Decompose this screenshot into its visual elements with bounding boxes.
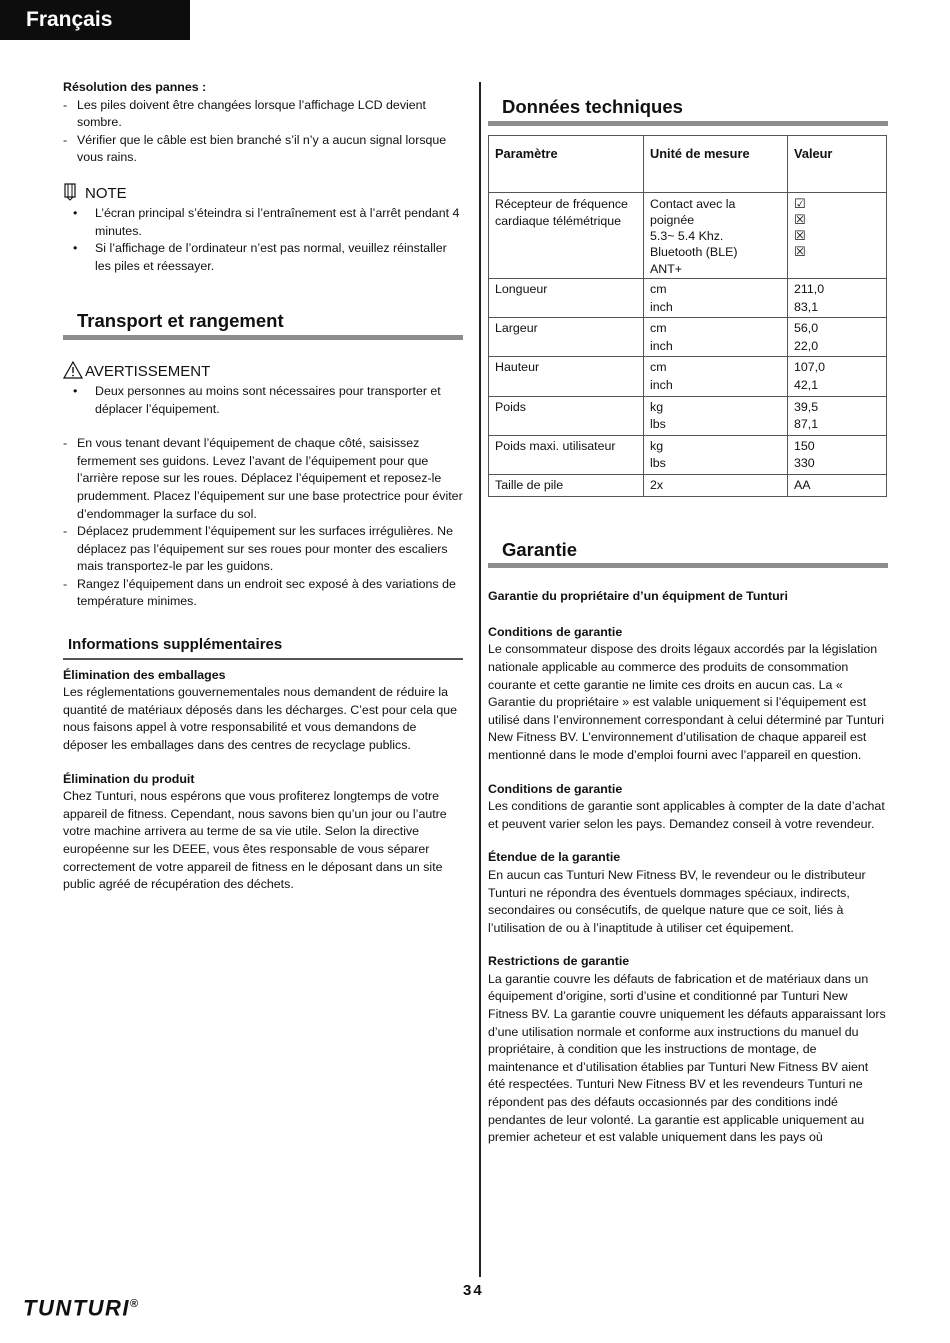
warning-list (63, 383, 463, 418)
list-item: • L’écran principal s’éteindra si l’entraînement est à l’arrêt pendant 4 minutes. (63, 205, 463, 240)
list-item: • Deux personnes au moins sont nécessaires pour transporter et déplacer l’équipement. (63, 383, 463, 418)
note-icon (63, 183, 85, 206)
table-header: Valeur (788, 135, 887, 192)
left-column (63, 79, 463, 894)
note-header (63, 183, 463, 205)
list-item: - Rangez l’équipement dans un endroit sec exposé à des variations de température minimes. (63, 576, 463, 611)
additional-heading: Informations supplémentaires (63, 636, 463, 660)
value-line: 150 (794, 438, 815, 453)
value-line: 39,5 (794, 399, 819, 414)
value-line: 330 (794, 456, 815, 471)
checkbox-icon: ☒ (794, 228, 806, 244)
table-cell: Largeur (489, 318, 644, 357)
note-list (63, 205, 463, 275)
warranty-section-title: Conditions de garantie (488, 624, 623, 639)
table-cell (788, 396, 887, 435)
warning-title: AVERTISSEMENT (85, 363, 211, 381)
value-line: 211,0 (794, 282, 825, 297)
table-row (489, 279, 887, 318)
warning-header (63, 361, 463, 383)
table-cell: Longueur (489, 279, 644, 318)
registered-mark: ® (130, 1298, 139, 1310)
unit-line: kg (650, 438, 664, 453)
right-column (488, 98, 888, 1147)
unit-line: lbs (650, 456, 666, 471)
transport-list (63, 435, 463, 611)
unit-line: cm (650, 321, 667, 336)
unit-line: lbs (650, 417, 666, 432)
language-tab: Français (0, 0, 190, 40)
table-row (489, 475, 887, 497)
table-cell: Hauteur (489, 357, 644, 396)
value-line: 22,0 (794, 338, 819, 353)
checkbox-icon: ☒ (794, 211, 806, 227)
column-divider (479, 82, 481, 1277)
value-line: 56,0 (794, 321, 819, 336)
table-row (489, 435, 887, 474)
value-line: 87,1 (794, 417, 819, 432)
table-header: Unité de mesure (644, 135, 788, 192)
list-item: - Déplacez prudemment l’équipement sur les surfaces irrégulières. Ne déplacez pas l’équipement sur ses roues pour monter des escaliers mais transportez-le par les guidons. (63, 523, 463, 576)
table-cell: AA (788, 475, 887, 497)
unit-line: Contact avec la poignée (650, 196, 736, 227)
brand-logo (23, 1295, 139, 1321)
warranty-section-title: Conditions de garantie (488, 781, 623, 796)
table-cell (644, 192, 788, 278)
table-cell: Poids (489, 396, 644, 435)
product-title: Élimination du produit (63, 771, 195, 786)
brand-name: TUNTURI (23, 1295, 131, 1321)
warranty-subtitle: Garantie du propriétaire d’un équipment de Tunturi (488, 589, 788, 604)
table-cell: Taille de pile (489, 475, 644, 497)
product-text: Chez Tunturi, nous espérons que vous profiterez longtemps de votre appareil de fitness. Cependant, nous savons bien qu’un jour ou l’autre votre machine arrivera au terme de sa vie utile. Selon la directive européenne sur les DEEE, vous êtes responsable de vous séparer correctement de votre appareil de fitness en le déposant dans un site public agréé de récupération des déchets. (63, 789, 447, 892)
warning-icon (63, 361, 85, 384)
note-title: NOTE (85, 185, 127, 203)
packaging-title: Élimination des emballages (63, 667, 226, 682)
value-line: 83,1 (794, 299, 819, 314)
unit-line: cm (650, 282, 667, 297)
table-cell (644, 396, 788, 435)
warranty-section-text: Le consommateur dispose des droits légaux accordés par la législation nationale applicable au commerce des produits de consommation courante et cette garantie ne limite ces droits en aucun cas. La « Garantie du propriétaire » est valable uniquement si l’équipement est utilisé dans l’environnement correspondant à celui déterminé par Tunturi New Fitness BV. L’environnement d’utilisation de chaque appareil est mentionné dans le mode d’emploi fourni avec l’appareil en question. (488, 642, 885, 762)
table-cell (644, 318, 788, 357)
table-row (489, 318, 887, 357)
list-item: • Si l’affichage de l’ordinateur n’est pas normal, veuillez réinstaller les piles et réessayer. (63, 240, 463, 275)
table-cell (788, 357, 887, 396)
unit-line: kg (650, 399, 664, 414)
table-cell: Récepteur de fréquence cardiaque télémétrique (489, 192, 644, 278)
warranty-section-title: Étendue de la garantie (488, 850, 621, 865)
table-cell (788, 318, 887, 357)
unit-line: ANT+ (650, 261, 683, 276)
table-cell (788, 279, 887, 318)
table-cell (788, 435, 887, 474)
table-header: Paramètre (489, 135, 644, 192)
tech-heading: Données techniques (488, 98, 888, 126)
unit-line: inch (650, 299, 673, 314)
table-row (489, 192, 887, 278)
tech-table (488, 135, 887, 497)
list-item: - Vérifier que le câble est bien branché s’il n’y a aucun signal lorsque vous rains. (63, 132, 463, 167)
troubleshooting-list (63, 97, 463, 167)
table-cell (644, 279, 788, 318)
unit-line: cm (650, 360, 667, 375)
page-number: 34 (463, 1282, 484, 1299)
table-cell (644, 435, 788, 474)
unit-line: 5.3~ 5.4 Khz. (650, 229, 724, 244)
warranty-heading: Garantie (488, 541, 888, 569)
table-cell (788, 192, 887, 278)
unit-line: inch (650, 378, 673, 393)
checkbox-icon: ☑ (794, 195, 806, 211)
warranty-section-text: En aucun cas Tunturi New Fitness BV, le revendeur ou le distributeur Tunturi ne répondra des éventuels dommages spéciaux, indirects, secondaires ou consécutifs, de quelque nature que ce soit, liés à l’utilisation de ou à l’inaptitude à utiliser cet équipement. (488, 867, 866, 935)
unit-line: Bluetooth (BLE) (650, 245, 738, 260)
table-cell (644, 357, 788, 396)
table-row (489, 357, 887, 396)
unit-line: inch (650, 338, 673, 353)
value-line: 107,0 (794, 360, 826, 375)
list-item: - Les piles doivent être changées lorsque l’affichage LCD devient sombre. (63, 97, 463, 132)
table-header-row (489, 135, 887, 192)
checkbox-icon: ☒ (794, 244, 806, 260)
warranty-section-text: Les conditions de garantie sont applicables à compter de la date d’achat et peuvent varier selon les pays. Demandez conseil à votre revendeur. (488, 799, 885, 831)
troubleshooting-title: Résolution des pannes : (63, 80, 207, 94)
packaging-text: Les réglementations gouvernementales nous demandent de réduire la quantité de matériaux déposés dans les décharges. C’est pour cela que nous faisons appel à votre responsabilité et vous demandons de déposer les emballages dans des centres de recyclage publics. (63, 685, 457, 753)
list-item: - En vous tenant devant l’équipement de chaque côté, saisissez fermement ses guidons. Levez l’avant de l’équipement pour que l’arrière repose sur les roues. Déplacez l’équipement et reposez-le prudemment. Placez l’équipement sur une base protectrice pour éviter d’endommager la surface du sol. (63, 435, 463, 523)
table-cell: 2x (644, 475, 788, 497)
value-line: 42,1 (794, 378, 819, 393)
table-cell: Poids maxi. utilisateur (489, 435, 644, 474)
transport-heading: Transport et rangement (63, 312, 463, 340)
warranty-section-title: Restrictions de garantie (488, 954, 630, 969)
warranty-section-text: La garantie couvre les défauts de fabrication et de matériaux dans un équipement d’origine, sorti d’usine et conditionné par Tunturi New Fitness BV. La garantie couvre uniquement les défauts apparaissant lors d’une utilisation normale et conforme aux instructions du manuel du propriétaire, à condition que les instructions de montage, de maintenance et d’utilisation établies par Tunturi New Fitness BV aient été respectées. Tunturi New Fitness BV et les revendeurs Tunturi ne répondent pas des défauts occasionnés par des conditions indé pendantes de leur volonté. La garantie est applicable uniquement au premier acheteur et est valable uniquement dans les pays où (488, 971, 886, 1145)
table-row (489, 396, 887, 435)
